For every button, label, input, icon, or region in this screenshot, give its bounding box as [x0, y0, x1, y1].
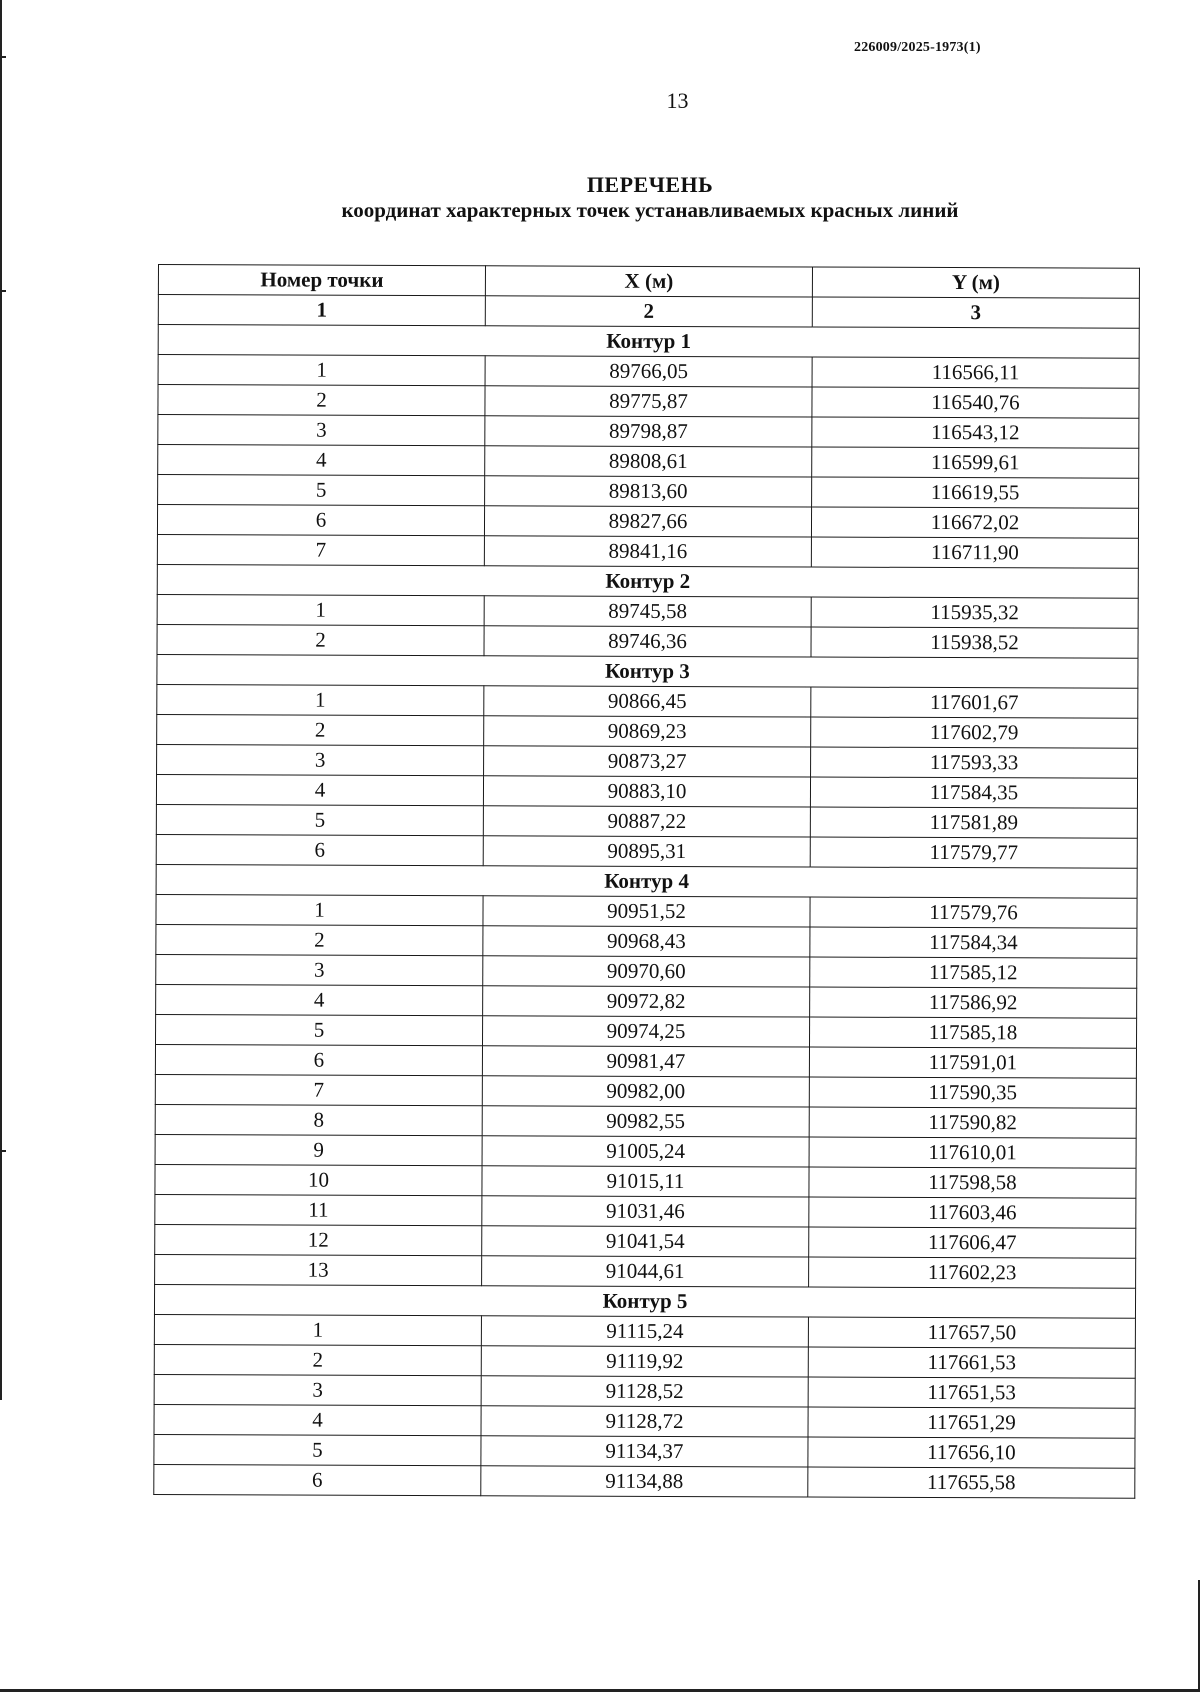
- point-number-cell: 13: [155, 1254, 482, 1285]
- y-coordinate-cell: 117603,46: [809, 1197, 1136, 1228]
- page-number: 13: [666, 88, 689, 113]
- table-row: [158, 385, 1139, 419]
- table-row: [156, 804, 1137, 838]
- y-coordinate-cell: 117661,53: [808, 1347, 1135, 1378]
- table-body: [154, 325, 1139, 1499]
- point-number-cell: 3: [154, 1374, 481, 1405]
- table-row: [155, 1044, 1136, 1078]
- point-number-cell: 7: [157, 534, 484, 565]
- table-row: [156, 834, 1137, 868]
- table-row: [154, 1374, 1135, 1408]
- table-row: [157, 505, 1138, 539]
- table-row: [155, 1104, 1136, 1138]
- y-coordinate-cell: 117584,34: [810, 927, 1137, 958]
- x-coordinate-cell: 91119,92: [481, 1346, 808, 1377]
- contour-header-row: [154, 1284, 1135, 1318]
- y-coordinate-cell: 116619,55: [812, 477, 1139, 508]
- header-point-number: Номер точки: [158, 265, 485, 296]
- table-row: [154, 1404, 1135, 1438]
- header-x: X (м): [485, 266, 812, 297]
- x-coordinate-cell: 91031,46: [482, 1196, 809, 1227]
- point-number-cell: 6: [154, 1464, 481, 1495]
- x-coordinate-cell: 89827,66: [484, 506, 811, 537]
- x-coordinate-cell: 91128,52: [481, 1376, 808, 1407]
- y-coordinate-cell: 115938,52: [811, 627, 1138, 658]
- coordinates-table: [153, 264, 1140, 1499]
- x-coordinate-cell: 90970,60: [483, 956, 810, 987]
- contour-label: Контур 1: [158, 325, 1139, 359]
- column-number-row: [158, 295, 1139, 329]
- x-coordinate-cell: 89745,58: [484, 596, 811, 627]
- y-coordinate-cell: 117657,50: [808, 1317, 1135, 1348]
- y-coordinate-cell: 117591,01: [809, 1047, 1136, 1078]
- table-row: [156, 984, 1137, 1018]
- contour-header-row: [157, 654, 1138, 688]
- table-row: [156, 924, 1137, 958]
- y-coordinate-cell: 117656,10: [808, 1437, 1135, 1468]
- point-number-cell: 1: [158, 355, 485, 386]
- table-row: [156, 1014, 1137, 1048]
- x-coordinate-cell: 91005,24: [482, 1136, 809, 1167]
- document-subtitle: координат характерных точек устанавливаемых красных линий: [341, 198, 959, 222]
- y-coordinate-cell: 117602,23: [809, 1257, 1136, 1288]
- y-coordinate-cell: 117610,01: [809, 1137, 1136, 1168]
- point-number-cell: 4: [158, 445, 485, 476]
- y-coordinate-cell: 117602,79: [811, 717, 1138, 748]
- column-number-2: 2: [485, 296, 812, 327]
- point-number-cell: 2: [157, 714, 484, 745]
- table-row: [156, 954, 1137, 988]
- point-number-cell: 4: [156, 984, 483, 1015]
- point-number-cell: 2: [158, 385, 485, 416]
- y-coordinate-cell: 117586,92: [810, 987, 1137, 1018]
- column-number-1: 1: [158, 295, 485, 326]
- point-number-cell: 4: [156, 774, 483, 805]
- table-row: [156, 774, 1137, 808]
- x-coordinate-cell: 89798,87: [485, 416, 812, 447]
- x-coordinate-cell: 90968,43: [483, 926, 810, 957]
- point-number-cell: 3: [158, 415, 485, 446]
- point-number-cell: 6: [155, 1044, 482, 1075]
- y-coordinate-cell: 116543,12: [812, 417, 1139, 448]
- table-row: [158, 355, 1139, 389]
- x-coordinate-cell: 91128,72: [481, 1406, 808, 1437]
- table-row: [154, 1314, 1135, 1348]
- x-coordinate-cell: 91041,54: [482, 1226, 809, 1257]
- x-coordinate-cell: 91015,11: [482, 1166, 809, 1197]
- scan-edge-tick: [0, 1150, 6, 1152]
- point-number-cell: 5: [156, 804, 483, 835]
- contour-header-row: [156, 864, 1137, 898]
- table-row: [157, 714, 1138, 748]
- x-coordinate-cell: 89841,16: [484, 536, 811, 567]
- table-row: [157, 684, 1138, 718]
- contour-label: Контур 5: [154, 1284, 1135, 1318]
- x-coordinate-cell: 90974,25: [483, 1016, 810, 1047]
- header-row: [158, 265, 1139, 299]
- table-row: [155, 1254, 1136, 1288]
- x-coordinate-cell: 90982,00: [482, 1076, 809, 1107]
- x-coordinate-cell: 90972,82: [483, 986, 810, 1017]
- y-coordinate-cell: 115935,32: [811, 597, 1138, 628]
- point-number-cell: 5: [156, 1014, 483, 1045]
- x-coordinate-cell: 89766,05: [485, 356, 812, 387]
- table-row: [155, 1074, 1136, 1108]
- column-number-3: 3: [812, 297, 1139, 328]
- table-row: [155, 1194, 1136, 1228]
- x-coordinate-cell: 91134,37: [481, 1436, 808, 1467]
- contour-label: Контур 2: [157, 564, 1138, 598]
- table-row: [157, 624, 1138, 658]
- table-row: [154, 1434, 1135, 1468]
- y-coordinate-cell: 117655,58: [808, 1467, 1135, 1498]
- point-number-cell: 3: [157, 744, 484, 775]
- y-coordinate-cell: 117593,33: [811, 747, 1138, 778]
- point-number-cell: 9: [155, 1134, 482, 1165]
- table-row: [158, 445, 1139, 479]
- y-coordinate-cell: 117590,35: [809, 1077, 1136, 1108]
- scan-edge-tick: [0, 290, 6, 292]
- point-number-cell: 11: [155, 1194, 482, 1225]
- y-coordinate-cell: 117606,47: [809, 1227, 1136, 1258]
- table-row: [155, 1164, 1136, 1198]
- x-coordinate-cell: 89808,61: [485, 446, 812, 477]
- contour-label: Контур 3: [157, 654, 1138, 688]
- table-head: [158, 265, 1139, 329]
- point-number-cell: 5: [154, 1434, 481, 1465]
- y-coordinate-cell: 116672,02: [811, 507, 1138, 538]
- contour-label: Контур 4: [156, 864, 1137, 898]
- point-number-cell: 1: [156, 894, 483, 925]
- y-coordinate-cell: 117651,53: [808, 1377, 1135, 1408]
- x-coordinate-cell: 89813,60: [485, 476, 812, 507]
- table-row: [154, 1464, 1135, 1498]
- x-coordinate-cell: 90873,27: [484, 746, 811, 777]
- point-number-cell: 6: [156, 834, 483, 865]
- table-row: [157, 534, 1138, 568]
- y-coordinate-cell: 116566,11: [812, 357, 1139, 388]
- y-coordinate-cell: 116599,61: [812, 447, 1139, 478]
- table-row: [155, 1134, 1136, 1168]
- y-coordinate-cell: 117590,82: [809, 1107, 1136, 1138]
- point-number-cell: 2: [154, 1344, 481, 1375]
- x-coordinate-cell: 90951,52: [483, 896, 810, 927]
- table-row: [157, 744, 1138, 778]
- y-coordinate-cell: 117579,76: [810, 897, 1137, 928]
- document-number: 226009/2025-1973(1): [854, 40, 981, 55]
- table-row: [158, 475, 1139, 509]
- y-coordinate-cell: 117585,12: [810, 957, 1137, 988]
- table-row: [155, 1224, 1136, 1258]
- x-coordinate-cell: 90981,47: [482, 1046, 809, 1077]
- x-coordinate-cell: 90883,10: [483, 776, 810, 807]
- point-number-cell: 5: [158, 475, 485, 506]
- table-row: [156, 894, 1137, 928]
- x-coordinate-cell: 90982,55: [482, 1106, 809, 1137]
- point-number-cell: 7: [155, 1074, 482, 1105]
- table-row: [154, 1344, 1135, 1378]
- header-y: Y (м): [812, 267, 1139, 298]
- x-coordinate-cell: 89775,87: [485, 386, 812, 417]
- scan-edge-tick: [0, 56, 6, 58]
- contour-header-row: [157, 564, 1138, 598]
- document-title: ПЕРЕЧЕНЬ: [586, 172, 714, 197]
- contour-header-row: [158, 325, 1139, 359]
- point-number-cell: 1: [157, 684, 484, 715]
- y-coordinate-cell: 117651,29: [808, 1407, 1135, 1438]
- point-number-cell: 8: [155, 1104, 482, 1135]
- y-coordinate-cell: 117598,58: [809, 1167, 1136, 1198]
- point-number-cell: 1: [157, 594, 484, 625]
- point-number-cell: 2: [157, 624, 484, 655]
- x-coordinate-cell: 89746,36: [484, 626, 811, 657]
- x-coordinate-cell: 90895,31: [483, 836, 810, 867]
- x-coordinate-cell: 91044,61: [482, 1256, 809, 1287]
- point-number-cell: 3: [156, 954, 483, 985]
- point-number-cell: 1: [154, 1314, 481, 1345]
- x-coordinate-cell: 90887,22: [483, 806, 810, 837]
- table-row: [157, 594, 1138, 628]
- point-number-cell: 6: [157, 505, 484, 536]
- y-coordinate-cell: 116540,76: [812, 387, 1139, 418]
- x-coordinate-cell: 91134,88: [481, 1466, 808, 1497]
- point-number-cell: 4: [154, 1404, 481, 1435]
- y-coordinate-cell: 116711,90: [811, 537, 1138, 568]
- y-coordinate-cell: 117601,67: [811, 687, 1138, 718]
- point-number-cell: 2: [156, 924, 483, 955]
- point-number-cell: 12: [155, 1224, 482, 1255]
- y-coordinate-cell: 117584,35: [810, 777, 1137, 808]
- y-coordinate-cell: 117579,77: [810, 837, 1137, 868]
- table-row: [158, 415, 1139, 449]
- y-coordinate-cell: 117581,89: [810, 807, 1137, 838]
- x-coordinate-cell: 90869,23: [484, 716, 811, 747]
- x-coordinate-cell: 91115,24: [481, 1316, 808, 1347]
- point-number-cell: 10: [155, 1164, 482, 1195]
- x-coordinate-cell: 90866,45: [484, 686, 811, 717]
- y-coordinate-cell: 117585,18: [809, 1017, 1136, 1048]
